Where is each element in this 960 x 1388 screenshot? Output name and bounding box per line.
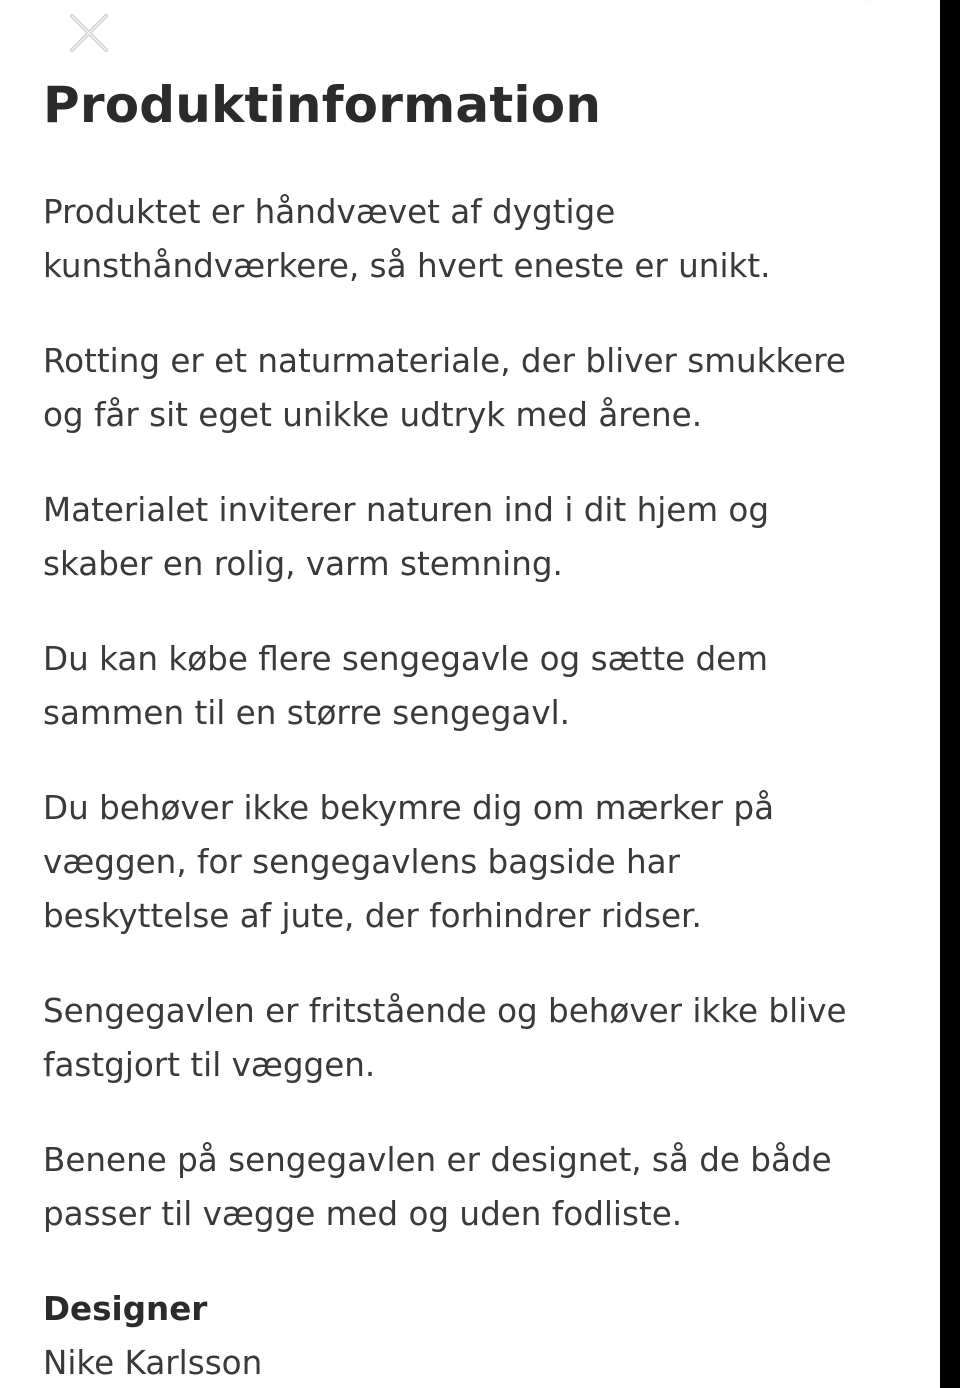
description-paragraph: Sengegavlen er fritstående og behøver ikke blive fastgjort til væggen. bbox=[43, 992, 847, 1084]
designer-section bbox=[43, 1282, 903, 1388]
close-icon[interactable] bbox=[66, 10, 112, 56]
modal-title: Produktinformation bbox=[43, 76, 602, 134]
close-modal-icon-glyph bbox=[850, 0, 888, 12]
product-description bbox=[43, 185, 903, 1241]
designer-name: Nike Karlsson bbox=[43, 1344, 263, 1382]
description-paragraph: Du behøver ikke bekymre dig om mærker på væggen, for sengegavlens bagside har beskyttelse af jute, der forhindrer ridser. bbox=[43, 789, 775, 935]
close-icon-glyph bbox=[66, 10, 112, 56]
product-info-modal bbox=[43, 68, 903, 1388]
description-paragraph: Materialet inviterer naturen ind i dit hjem og skaber en rolig, varm stemning. bbox=[43, 491, 770, 583]
description-paragraph: Du kan købe flere sengegavle og sætte dem sammen til en større sengegavl. bbox=[43, 640, 768, 732]
description-paragraph: Produktet er håndvævet af dygtige kunsthåndværkere, så hvert eneste er unikt. bbox=[43, 193, 771, 285]
screen-edge bbox=[940, 0, 960, 1388]
description-paragraph: Rotting er et naturmateriale, der bliver smukkere og får sit eget unikke udtryk med årene. bbox=[43, 342, 846, 434]
close-modal-icon[interactable] bbox=[850, 0, 888, 12]
description-paragraph: Benene på sengegavlen er designet, så de både passer til vægge med og uden fodliste. bbox=[43, 1141, 832, 1233]
designer-label: Designer bbox=[43, 1290, 208, 1328]
